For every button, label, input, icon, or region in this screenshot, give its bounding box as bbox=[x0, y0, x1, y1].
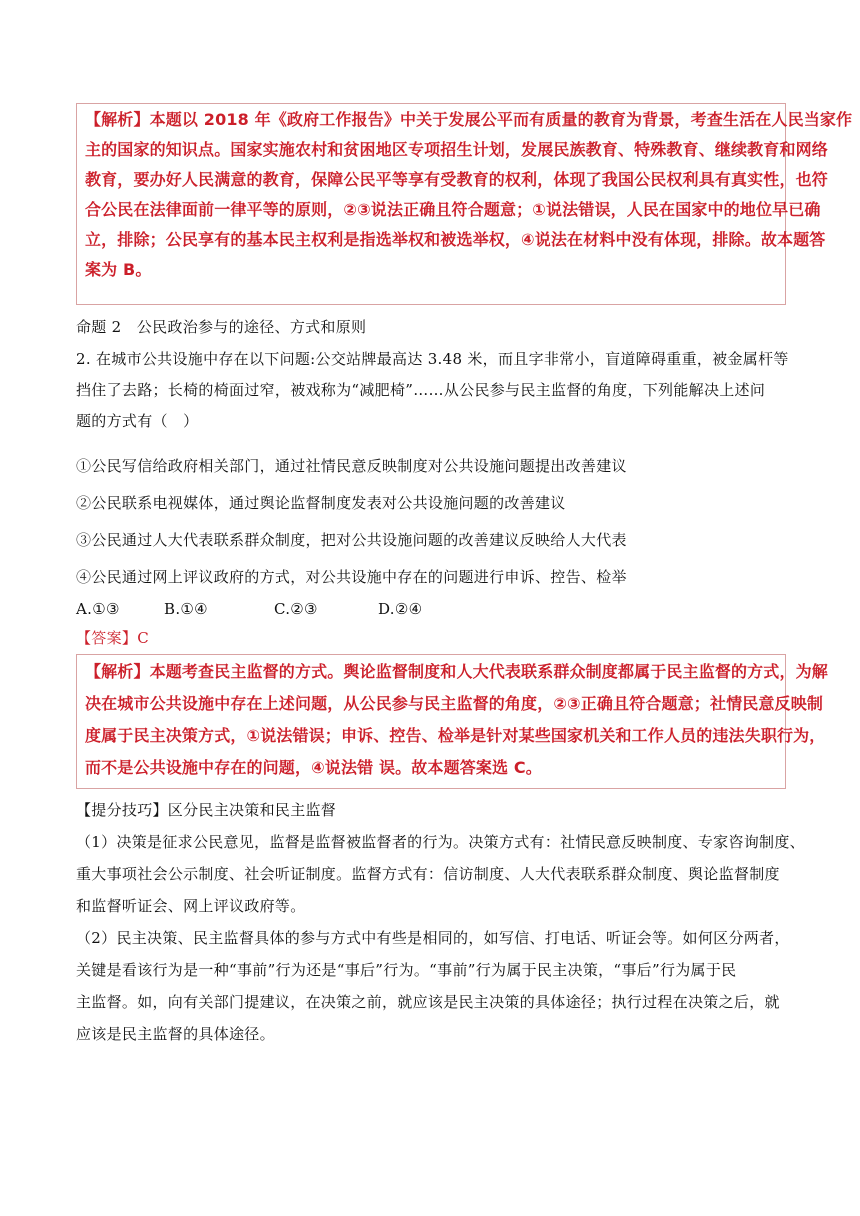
answer-options bbox=[76, 594, 796, 625]
analysis-line: 决在城市公共设施中存在上述问题，从公民参与民主监督的角度，②③正确且符合题意；社情民意反映制 bbox=[85, 694, 823, 713]
statement-item: ③公民通过人大代表联系群众制度，把对公共设施问题的改善建议反映给人大代表 bbox=[76, 531, 627, 549]
statement-item: ①公民写信给政府相关部门，通过社情民意反映制度对公共设施问题提出改善建议 bbox=[76, 457, 627, 475]
analysis-tag: 【解析】 bbox=[85, 110, 150, 129]
topic-heading: 命题 2 公民政治参与的途径、方式和原则 bbox=[76, 318, 367, 336]
analysis-line: 而不是公共设施中存在的问题，④说法错 误。故本题答案选 C。 bbox=[85, 758, 542, 777]
analysis-tag: 【解析】 bbox=[85, 662, 150, 681]
question-line: 挡住了去路；长椅的椅面过窄，被戏称为“减肥椅”……从公民参与民主监督的角度，下列能解决上述问 bbox=[76, 381, 766, 399]
analysis-text: 本题考查民主监督的方式。舆论监督制度和人大代表联系群众制度都属于民主监督的方式，为解 bbox=[149, 662, 828, 681]
analysis-line bbox=[85, 105, 853, 135]
analysis-line bbox=[85, 656, 828, 688]
answer-line bbox=[76, 623, 796, 654]
statement-item: ④公民通过网上评议政府的方式，对公共设施中存在的问题进行申诉、控告、检举 bbox=[76, 568, 627, 586]
option-a: A.①③ bbox=[76, 600, 120, 618]
question-stem bbox=[76, 344, 796, 437]
tips-heading: 【提分技巧】区分民主决策和民主监督 bbox=[76, 801, 337, 819]
analysis-line: 主的国家的知识点。国家实施农村和贫困地区专项招生计划，发展民族教育、特殊教育、继续教育和网络 bbox=[85, 140, 828, 159]
analysis-line: 度属于民主决策方式，①说法错误；申诉、控告、检举是针对某些国家机关和工作人员的违法失职行为， bbox=[85, 726, 826, 745]
question-statements bbox=[76, 448, 796, 596]
option-c: C.②③ bbox=[274, 600, 318, 618]
analysis-line: 合公民在法律面前一律平等的原则，②③说法正确且符合题意；①说法错误，人民在国家中的地位早已确 bbox=[85, 200, 821, 219]
analysis-box-2 bbox=[76, 654, 828, 789]
tips-line: 和监督听证会、网上评议政府等。 bbox=[76, 897, 306, 915]
analysis-text: 本题以 2018 年《政府工作报告》中关于发展公平而有质量的教育为背景，考查生活在人民当家作 bbox=[149, 110, 853, 129]
analysis-box-1 bbox=[76, 103, 853, 305]
tips-line: 重大事项社会公示制度、社会听证制度。监督方式有：信访制度、人大代表联系群众制度、舆论监督制度 bbox=[76, 865, 780, 883]
tips-line: （2）民主决策、民主监督具体的参与方式中有些是相同的，如写信、打电话、听证会等。如何区分两者， bbox=[76, 929, 790, 947]
option-d: D.②④ bbox=[378, 600, 423, 618]
tips-body bbox=[76, 826, 805, 1050]
analysis-line: 案为 B。 bbox=[85, 260, 152, 279]
question-line: 2. 在城市公共设施中存在以下问题:公交站牌最高达 3.48 米，而且字非常小，盲道障碍重重，被金属杆等 bbox=[76, 350, 789, 368]
answer-tag: 【答案】 bbox=[76, 629, 138, 647]
answer-value: C bbox=[137, 629, 149, 647]
analysis-line: 立，排除；公民享有的基本民主权利是指选举权和被选举权，④说法在材料中没有体现，排除。故本题答 bbox=[85, 230, 826, 249]
statement-item: ②公民联系电视媒体，通过舆论监督制度发表对公共设施问题的改善建议 bbox=[76, 494, 566, 512]
analysis-line: 教育，要办好人民满意的教育，保障公民平等享有受教育的权利，体现了我国公民权利具有真实性，也符 bbox=[85, 170, 828, 189]
tips-line: 主监督。如，向有关部门提建议，在决策之前，就应该是民主决策的具体途径；执行过程在决策之后，就 bbox=[76, 993, 780, 1011]
option-b: B.①④ bbox=[164, 600, 208, 618]
tips-line: 关键是看该行为是一种“事前”行为还是“事后”行为。“事前”行为属于民主决策，“事后”行为属于民 bbox=[76, 961, 737, 979]
tips-line: 应该是民主监督的具体途径。 bbox=[76, 1025, 275, 1043]
question-line: 题的方式有（ ） bbox=[76, 412, 199, 430]
tips-line: （1）决策是征求公民意见，监督是监督被监督者的行为。决策方式有：社情民意反映制度、专家咨询制度、 bbox=[76, 833, 805, 851]
